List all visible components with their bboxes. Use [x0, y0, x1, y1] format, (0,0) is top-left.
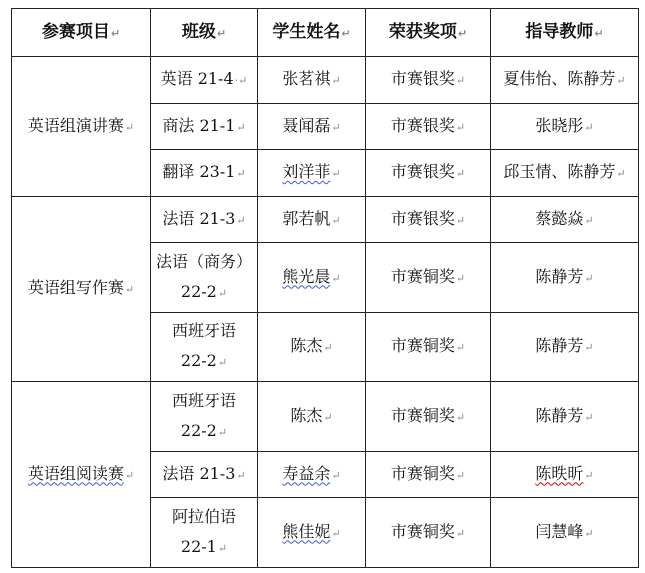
teacher-cell: 张晓彤↵: [491, 104, 639, 150]
teacher-cell: 闫慧峰↵: [491, 498, 639, 568]
header-award: 荣获奖项↵: [366, 9, 491, 57]
award-cell: 市赛银奖↵: [366, 197, 491, 243]
award-cell: 市赛铜奖↵: [366, 243, 491, 313]
teacher-cell: 邱玉情、陈静芳↵: [491, 150, 639, 197]
student-cell: 熊光晨↵: [258, 243, 366, 313]
student-cell: 郭若帆↵: [258, 197, 366, 243]
award-cell: 市赛铜奖↵: [366, 382, 491, 452]
student-cell: 刘洋菲↵: [258, 150, 366, 197]
class-cell: 西班牙语 22-2↵: [151, 382, 258, 452]
student-cell: 陈杰↵: [258, 313, 366, 382]
class-cell: 西班牙语 22-2↵: [151, 313, 258, 382]
header-row: [12, 9, 639, 57]
student-cell: 熊佳妮↵: [258, 498, 366, 568]
award-cell: 市赛铜奖↵: [366, 498, 491, 568]
award-cell: 市赛银奖↵: [366, 104, 491, 150]
header-student: 学生姓名↵: [258, 9, 366, 57]
event-cell: 英语组写作赛↵: [12, 197, 151, 382]
student-cell: 聂闻磊↵: [258, 104, 366, 150]
class-cell: 法语（商务） 22-2↵: [151, 243, 258, 313]
teacher-cell: 夏伟怡、陈静芳↵: [491, 57, 639, 104]
award-cell: 市赛铜奖↵: [366, 313, 491, 382]
teacher-cell: 陈静芳↵: [491, 243, 639, 313]
class-cell: 英语 21-4·↵: [151, 57, 258, 104]
class-cell: 翻译 23-1↵: [151, 150, 258, 197]
event-cell: 英语组演讲赛↵: [12, 57, 151, 197]
teacher-cell: 陈静芳↵: [491, 382, 639, 452]
student-cell: 陈杰↵: [258, 382, 366, 452]
class-cell: 商法 21-1↵: [151, 104, 258, 150]
student-cell: 张茗祺↵: [258, 57, 366, 104]
class-cell: 法语 21-3↵: [151, 452, 258, 498]
table-row: [12, 382, 639, 452]
award-cell: 市赛银奖↵: [366, 57, 491, 104]
header-class: 班级↵: [151, 9, 258, 57]
header-event: 参赛项目↵: [12, 9, 151, 57]
award-cell: 市赛银奖↵: [366, 150, 491, 197]
event-cell: 英语组阅读赛↵: [12, 382, 151, 568]
class-cell: 阿拉伯语 22-1↵: [151, 498, 258, 568]
header-teacher: 指导教师↵: [491, 9, 639, 57]
teacher-cell: 陈静芳↵: [491, 313, 639, 382]
award-cell: 市赛铜奖↵: [366, 452, 491, 498]
awards-table: [11, 8, 639, 568]
class-cell: 法语 21-3↵: [151, 197, 258, 243]
teacher-cell: 蔡懿焱↵: [491, 197, 639, 243]
student-cell: 寿益余↵: [258, 452, 366, 498]
table-row: [12, 197, 639, 243]
table-row: [12, 57, 639, 104]
teacher-cell: 陈昳昕↵: [491, 452, 639, 498]
